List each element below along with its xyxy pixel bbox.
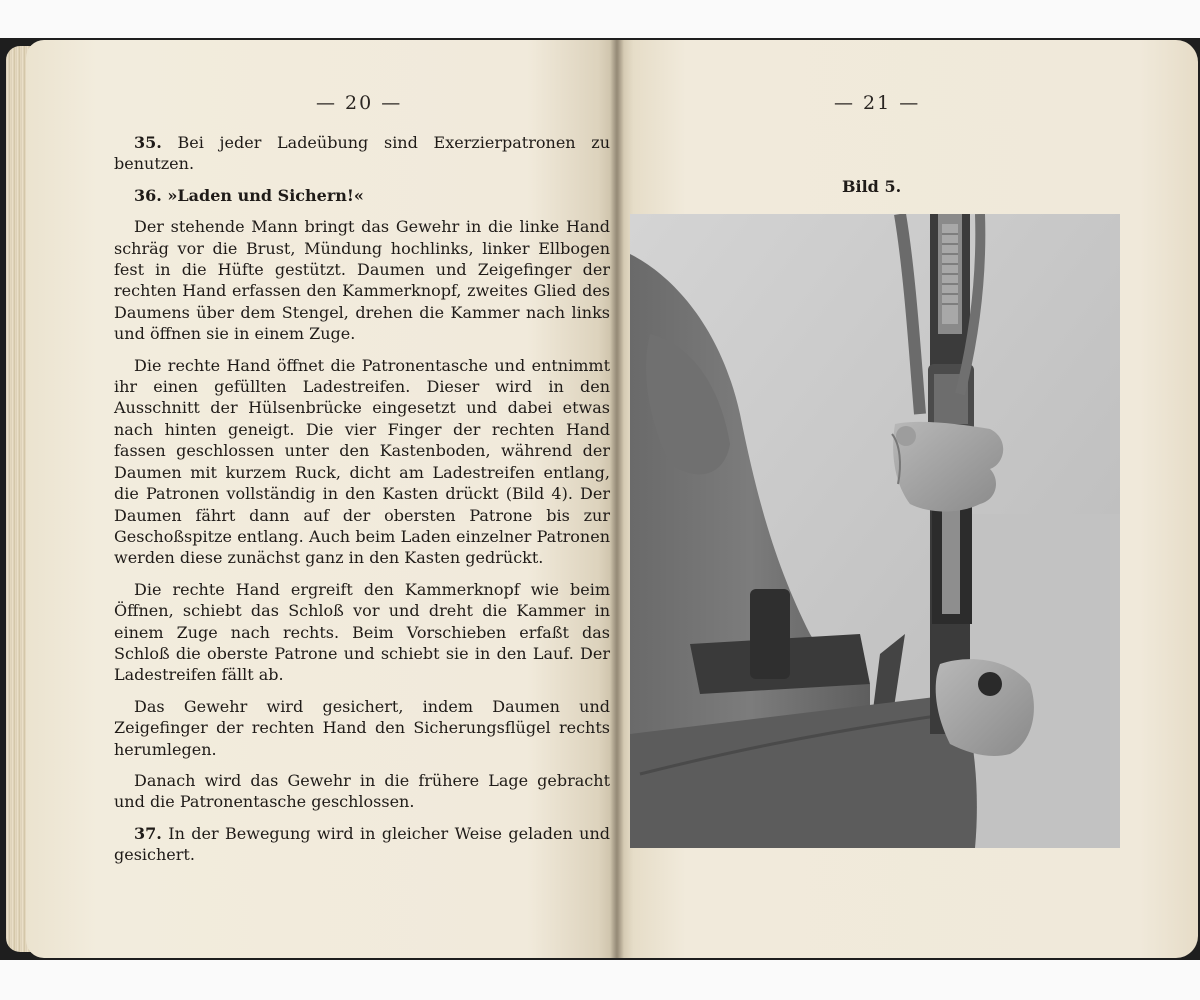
figure-caption: Bild 5. [842,177,902,196]
heading-text: »Laden und Sichern!« [167,185,364,205]
paragraph-text: In der Bewegung wird in gleicher Weise geladen und gesichert. [114,823,610,865]
paragraph-body: Danach wird das Gewehr in die frühere Lage gebracht und die Patronentasche geschlossen. [114,770,610,812]
book-gutter [610,40,624,958]
paragraph-body: Der stehende Mann bringt das Gewehr in die linke Hand schräg vor die Brust, Mündung hochlinks, linker Ellbogen fest in die Hüfte gestützt. Daumen und Zeigefinger der rechten Hand erfassen den Kammerknopf, zweites Glied des Daumens über dem Stengel, drehen die Kammer nach links und öffnen sie in einem Zuge. [114,217,610,344]
left-page [26,40,616,958]
page-number-right: — 21 — [834,92,921,114]
paragraph-text: Bei jeder Ladeübung sind Exerzierpatronen zu benutzen. [114,133,610,174]
rifle-photograph [630,214,1120,848]
page-number-left: — 20 — [316,92,403,114]
paragraph-35 [114,132,610,175]
left-page-text [114,132,610,876]
paragraph-number: 35. [134,133,162,152]
paragraph-body: Das Gewehr wird gesichert, indem Daumen und Zeigefinger der rechten Hand den Sicherungsflügel rechts herumlegen. [114,696,610,759]
right-page [616,40,1198,958]
paragraph-body: Die rechte Hand öffnet die Patronentasche und entnimmt ihr einen gefüllten Ladestreifen. Dieser wird in den Ausschnitt der Hülsenbrücke eingesetzt und dabei etwas nach hinten geneigt. Die vier Finger der rechten Hand fassen geschlossen unter den Kastenboden, während der Daumen mit kurzem Ruck, dicht am Ladestreifen entlang, die Patronen vollständig in den Kasten drückt (Bild 4). Der Daumen fährt dann auf der obersten Patrone bis zur Geschoßspitze entlang. Auch beim Laden einzelner Patronen werden diese zunächst ganz in den Kasten gedrückt. [114,355,610,568]
paragraph-body: Die rechte Hand ergreift den Kammerknopf wie beim Öffnen, schiebt das Schloß vor und dreht die Kammer in einem Zuge nach rechts. Beim Vorschieben erfaßt das Schloß die oberste Patrone und schiebt sie in den Lauf. Der Ladestreifen fällt ab. [114,579,610,685]
heading-36 [114,185,610,206]
paragraph-number: 36. [134,185,162,205]
photo-illustration [630,214,1120,848]
paragraph-number: 37. [134,823,162,843]
open-book [4,40,1198,958]
paragraph-37 [114,823,610,866]
